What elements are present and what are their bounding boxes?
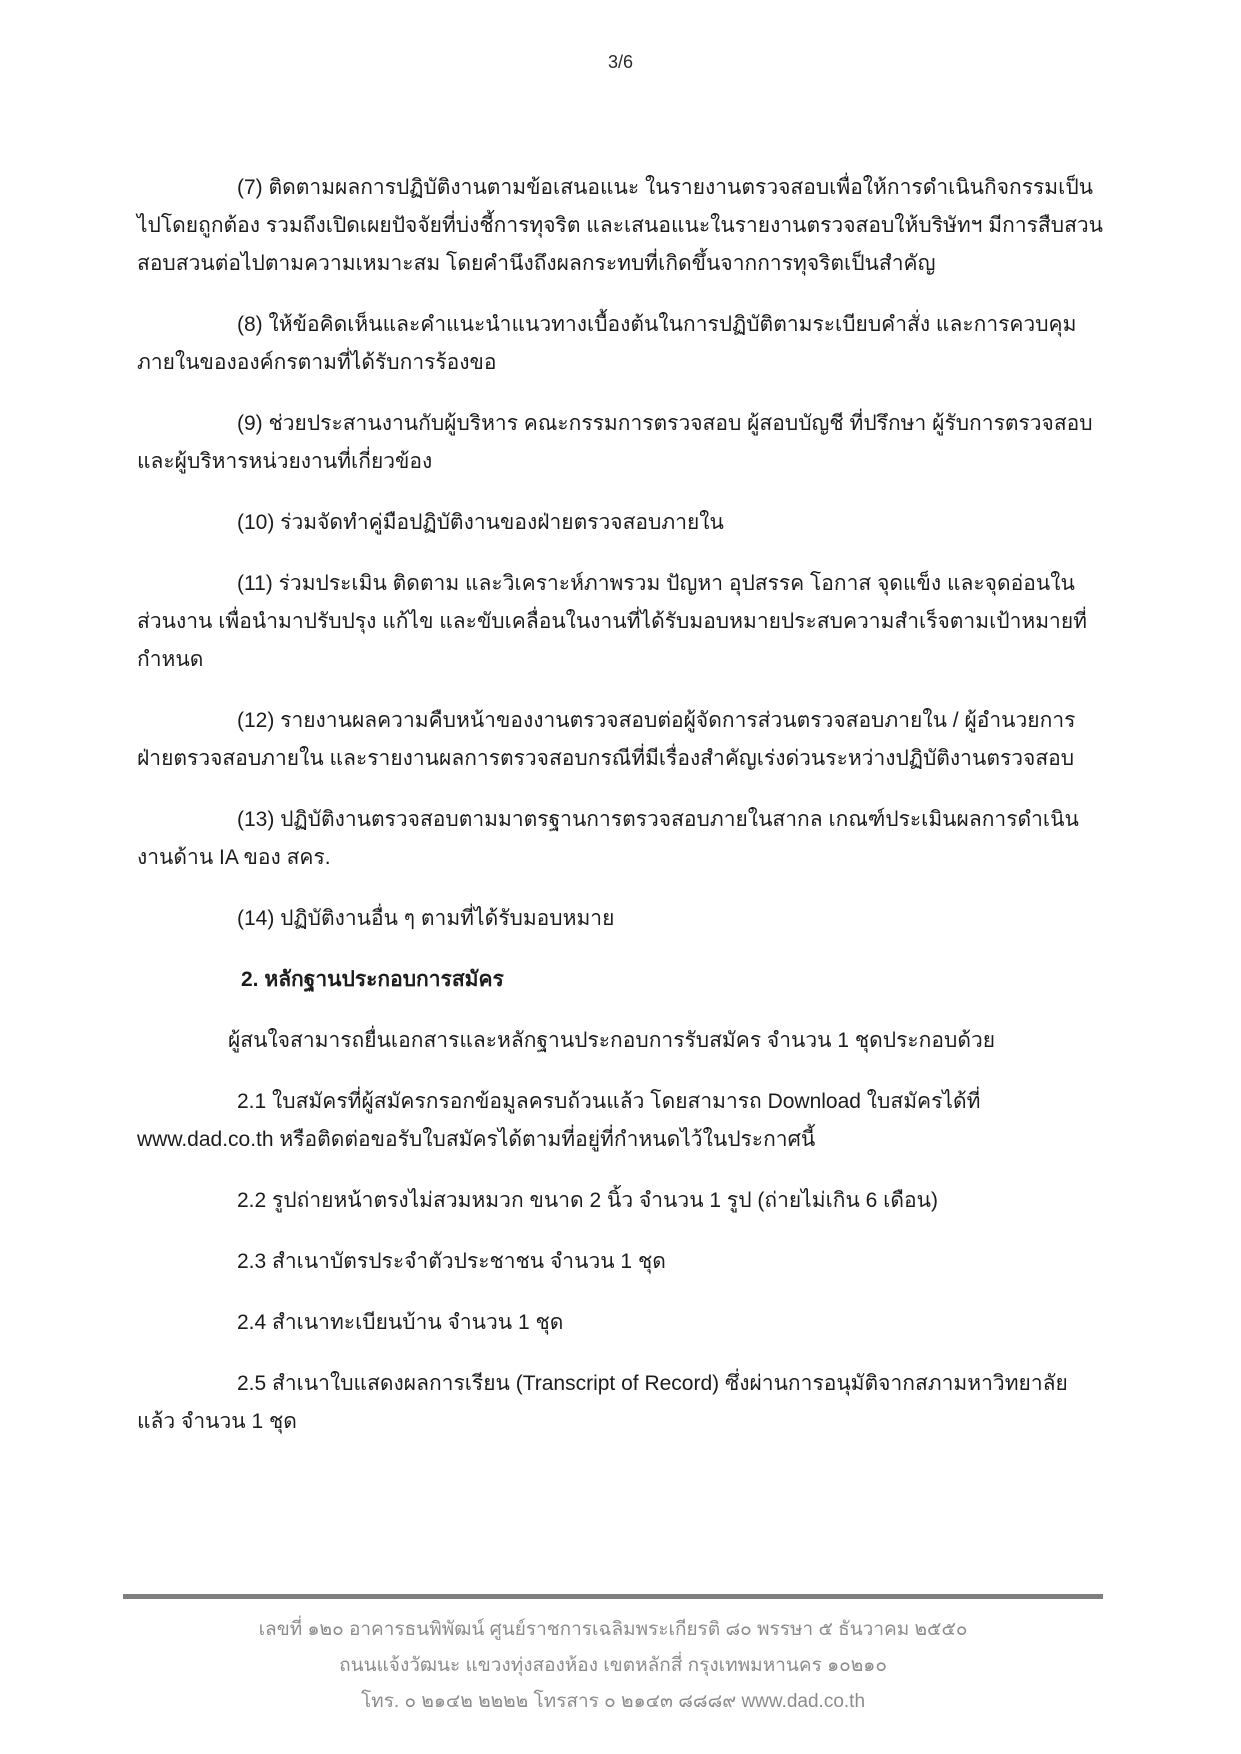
document-body: [137, 169, 1104, 1464]
duty-item-7: (7) ติดตามผลการปฏิบัติงานตามข้อเสนอแนะ ในรายงานตรวจสอบเพื่อให้การดำเนินกิจกรรมเป็นไปโดยถูกต้อง รวมถึงเปิดเผยปัจจัยที่บ่งชี้การทุจริต และเสนอแนะในรายงานตรวจสอบให้บริษัทฯ มีการสืบสวนสอบสวนต่อไปตามความเหมาะสม โดยคำนึงถึงผลกระทบที่เกิดขึ้นจากการทุจริตเป็นสำคัญ: [137, 176, 1104, 275]
section-heading: 2. หลักฐานประกอบการสมัคร: [241, 968, 504, 991]
duty-item-10: (10) ร่วมจัดทำคู่มือปฏิบัติงานของฝ่ายตรวจสอบภายใน: [237, 511, 724, 534]
requirement-item-2-5: 2.5 สำเนาใบแสดงผลการเรียน (Transcript of Record) ซึ่งผ่านการอนุมัติจากสภามหาวิทยาลัยแล้ว จำนวน 1 ชุด: [137, 1372, 1068, 1433]
requirement-item-2-2: 2.2 รูปถ่ายหน้าตรงไม่สวมหมวก ขนาด 2 นิ้ว จำนวน 1 รูป (ถ่ายไม่เกิน 6 เดือน): [237, 1189, 938, 1212]
duty-item-11: (11) ร่วมประเมิน ติดตาม และวิเคราะห์ภาพรวม ปัญหา อุปสรรค โอกาส จุดแข็ง และจุดอ่อนในส่วนงาน เพื่อนำมาปรับปรุง แก้ไข และขับเคลื่อนในงานที่ได้รับมอบหมายประสบความสำเร็จตามเป้าหมายที่กำหนด: [137, 572, 1087, 671]
footer-address-line-1: เลขที่ ๑๒๐ อาคารธนพิพัฒน์ ศูนย์ราชการเฉลิมพระเกียรติ ๘๐ พรรษา ๕ ธันวาคม ๒๕๕๐: [258, 1619, 968, 1640]
duty-item-13: (13) ปฏิบัติงานตรวจสอบตามมาตรฐานการตรวจสอบภายในสากล เกณฑ์ประเมินผลการดำเนินงานด้าน IA ของ สคร.: [137, 808, 1079, 869]
requirement-item-2-4: 2.4 สำเนาทะเบียนบ้าน จำนวน 1 ชุด: [237, 1311, 564, 1334]
footer: [123, 1612, 1103, 1720]
duty-item-14: (14) ปฏิบัติงานอื่น ๆ ตามที่ได้รับมอบหมาย: [237, 907, 615, 930]
footer-divider: [123, 1594, 1103, 1599]
requirement-item-2-1: 2.1 ใบสมัครที่ผู้สมัครกรอกข้อมูลครบถ้วนแล้ว โดยสามารถ Download ใบสมัครได้ที่ www.dad.co.th หรือติดต่อขอรับใบสมัครได้ตามที่อยู่ที่กำหนดไว้ในประกาศนี้: [137, 1090, 981, 1151]
duty-item-8: (8) ให้ข้อคิดเห็นและคำแนะนำแนวทางเบื้องต้นในการปฏิบัติตามระเบียบคำสั่ง และการควบคุมภายในขององค์กรตามที่ได้รับการร้องขอ: [137, 313, 1077, 374]
duty-item-9: (9) ช่วยประสานงานกับผู้บริหาร คณะกรรมการตรวจสอบ ผู้สอบบัญชี ที่ปรึกษา ผู้รับการตรวจสอบและผู้บริหารหน่วยงานที่เกี่ยวข้อง: [137, 412, 1093, 473]
page-number: 3/6: [607, 52, 634, 72]
footer-contact-line: โทร. ๐ ๒๑๔๒ ๒๒๒๒ โทรสาร ๐ ๒๑๔๓ ๘๘๘๙ www.dad.co.th: [360, 1691, 866, 1712]
requirement-item-2-3: 2.3 สำเนาบัตรประจำตัวประชาชน จำนวน 1 ชุด: [237, 1250, 666, 1273]
duty-item-12: (12) รายงานผลความคืบหน้าของงานตรวจสอบต่อผู้จัดการส่วนตรวจสอบภายใน / ผู้อำนวยการฝ่ายตรวจสอบภายใน และรายงานผลการตรวจสอบกรณีที่มีเรื่องสำคัญเร่งด่วนระหว่างปฏิบัติงานตรวจสอบ: [137, 709, 1076, 770]
section-intro: ผู้สนใจสามารถยื่นเอกสารและหลักฐานประกอบการรับสมัคร จำนวน 1 ชุดประกอบด้วย: [228, 1029, 996, 1052]
footer-address-line-2: ถนนแจ้งวัฒนะ แขวงทุ่งสองห้อง เขตหลักสี่ กรุงเทพมหานคร ๑๐๒๑๐: [339, 1655, 887, 1676]
